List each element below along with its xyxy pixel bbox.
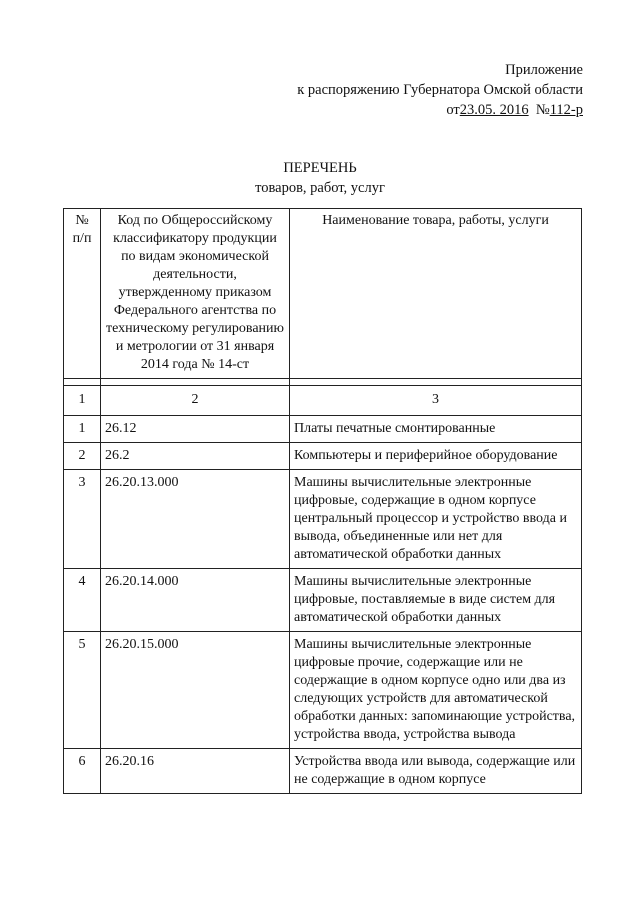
table-row [64, 470, 582, 569]
appendix-title: Приложение [505, 62, 583, 78]
order-date: 23.05. 2016 [459, 102, 529, 118]
column-number: 2 [101, 386, 290, 416]
row-name: Машины вычислительные электронные цифровые, содержащие в одном корпусе центральный процессор и устройство ввода и вывода, объединенные или нет для автоматической обработки данных [290, 470, 582, 569]
appendix-block [297, 60, 583, 120]
order-number: 112-р [549, 102, 583, 118]
row-name: Платы печатные смонтированные [290, 416, 582, 443]
row-code: 26.12 [101, 416, 290, 443]
header-code: Код по Общероссийскому классификатору продукции по видам экономической деятельности, утвержденному приказом Федерального агентства по техническому регулированию и метрологии от 31 января 2014 года № 14-ст [101, 209, 290, 379]
row-name: Машины вычислительные электронные цифровые прочие, содержащие или не содержащие в одном корпусе одно или два из следующих устройств для автоматической обработки данных: запоминающие устройства, устройства ввода, устройства вывода [290, 632, 582, 749]
appendix-order-ref: к распоряжению Губернатора Омской области [297, 82, 583, 98]
column-number: 3 [290, 386, 582, 416]
table-row [64, 569, 582, 632]
header-name: Наименование товара, работы, услуги [290, 209, 582, 379]
row-name: Машины вычислительные электронные цифровые, поставляемые в виде систем для автоматической обработки данных [290, 569, 582, 632]
goods-table [63, 208, 582, 794]
column-number-row [64, 386, 582, 416]
document-heading [0, 158, 640, 198]
header-spacer [64, 379, 582, 386]
table-row [64, 416, 582, 443]
row-number: 1 [64, 416, 101, 443]
row-name: Компьютеры и периферийное оборудование [290, 443, 582, 470]
row-code: 26.2 [101, 443, 290, 470]
table-row [64, 632, 582, 749]
number-prefix: № [535, 102, 550, 118]
row-number: 4 [64, 569, 101, 632]
row-code: 26.20.14.000 [101, 569, 290, 632]
row-number: 3 [64, 470, 101, 569]
column-number: 1 [64, 386, 101, 416]
row-number: 5 [64, 632, 101, 749]
table-row [64, 443, 582, 470]
date-prefix: от [446, 102, 460, 118]
appendix-date-line [297, 100, 583, 120]
row-code: 26.20.16 [101, 749, 290, 794]
table-header-row [64, 209, 582, 379]
row-number: 2 [64, 443, 101, 470]
row-code: 26.20.13.000 [101, 470, 290, 569]
row-code: 26.20.15.000 [101, 632, 290, 749]
header-number: № п/п [64, 209, 101, 379]
row-number: 6 [64, 749, 101, 794]
table-row [64, 749, 582, 794]
document-subtitle: товаров, работ, услуг [255, 180, 385, 196]
document-title: ПЕРЕЧЕНЬ [283, 160, 357, 176]
row-name: Устройства ввода или вывода, содержащие или не содержащие в одном корпусе [290, 749, 582, 794]
